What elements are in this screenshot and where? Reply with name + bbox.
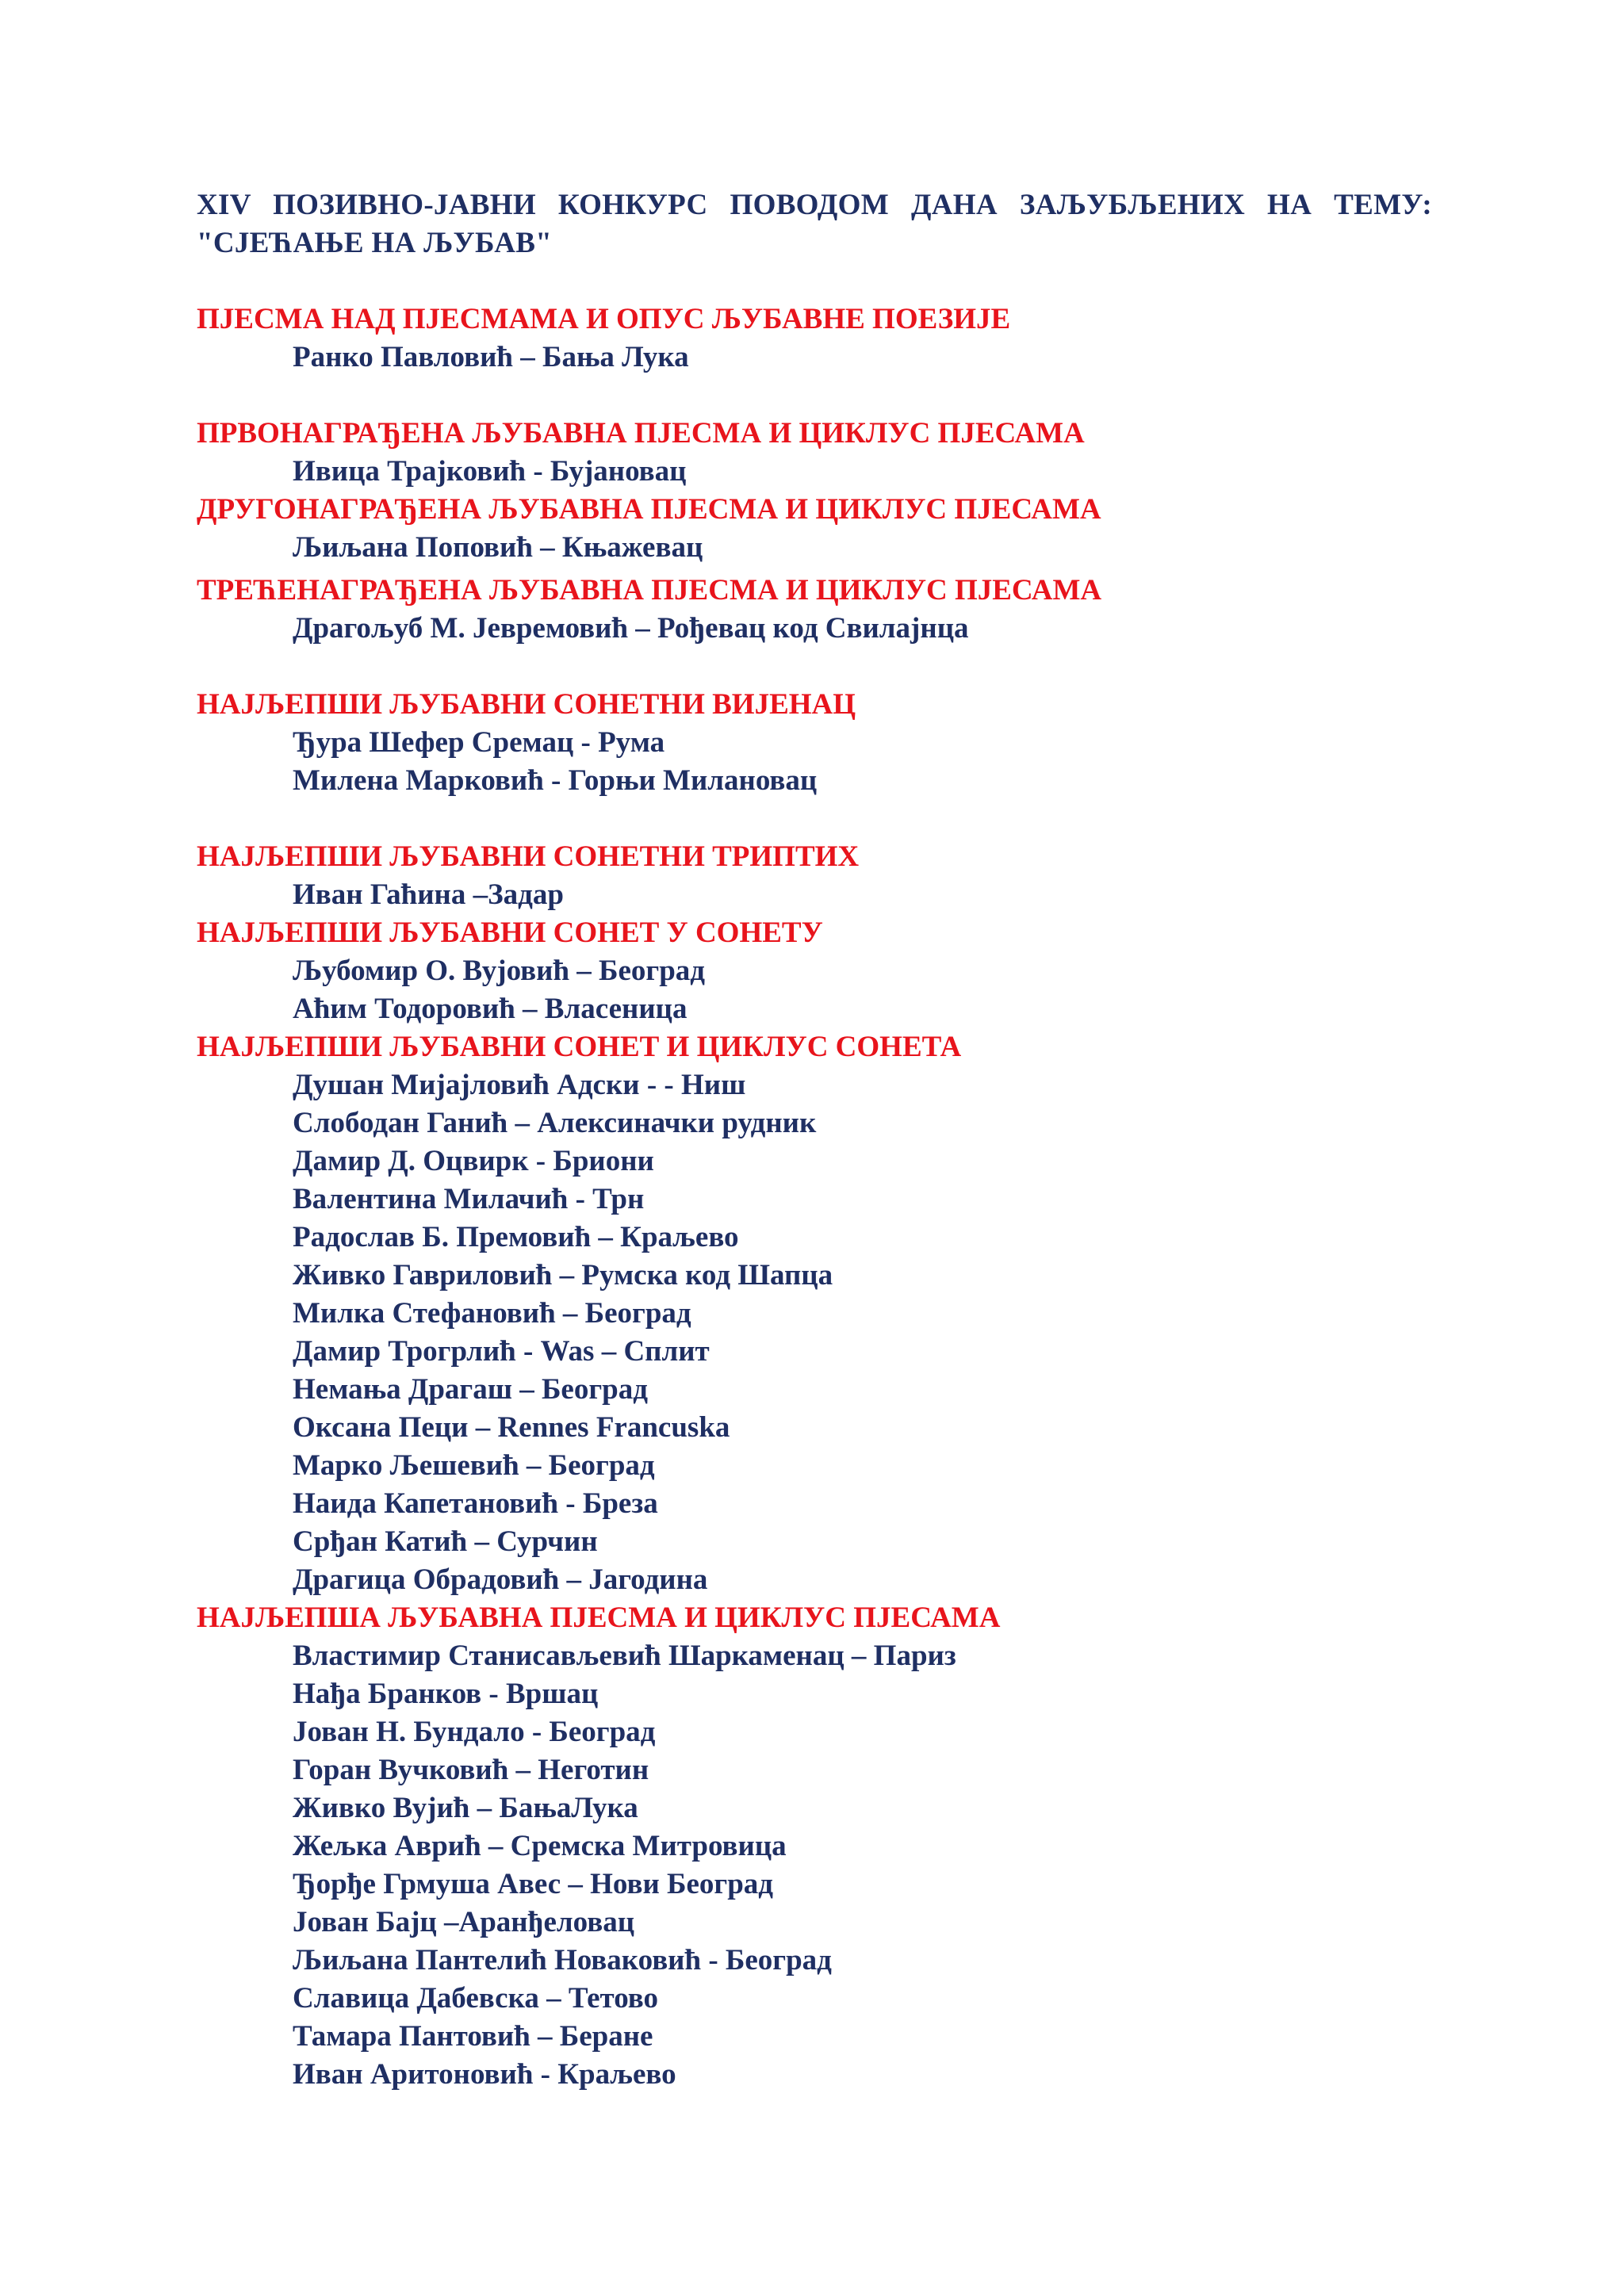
winner-entry: Љиљана Пантелић Новаковић - Београд [293,1944,832,1976]
winner-entry: Жељка Аврић – Сремска Митровица [293,1830,787,1862]
award-section [197,1028,1432,1599]
winner-entry: Драгица Обрадовић – Јагодина [293,1563,708,1596]
award-section [197,686,1432,800]
winner-entry: Аћим Тодоровић – Власеница [293,993,688,1025]
winner-entry: Марко Љешевић – Београд [293,1449,655,1482]
section-heading: НАЈЉЕПША ЉУБАВНА ПЈЕСМА И ЦИКЛУС ПЈЕСАМА [197,1601,1001,1634]
award-section [197,838,1432,914]
winner-entry: Дамир Трогрлић - Was – Сплит [293,1335,710,1368]
winner-entry: Живко Вујић – БањаЛука [293,1792,638,1824]
winner-entry: Славица Дабевска – Тетово [293,1982,659,2015]
section-heading: НАЈЉЕПШИ ЉУБАВНИ СОНЕТНИ ВИЈЕНАЦ [197,688,856,721]
award-section [197,491,1432,567]
winner-entry: Ранко Павловић – Бања Лука [293,341,689,373]
winner-entry: Јован Н. Бундало - Београд [293,1716,656,1748]
winner-entry: Иван Гаћина –Задар [293,878,564,911]
winner-entry: Наида Капетановић - Бреза [293,1487,658,1520]
winner-entry: Срђан Катић – Сурчин [293,1525,598,1558]
award-section [197,415,1432,491]
winner-entry: Тамара Пантовић – Беране [293,2020,653,2053]
winner-entry: Драгољуб М. Јевремовић – Рођевац код Свилајнца [293,612,969,645]
winner-entry: Радослав Б. Премовић – Краљево [293,1221,739,1253]
winner-entry: Ђорђе Грмуша Авес – Нови Београд [293,1868,774,1900]
document-title: XIV ПОЗИВНО-ЈАВНИ КОНКУРС ПОВОДОМ ДАНА ЗАЉУБЉЕНИХ НА ТЕМУ: "СЈЕЋАЊЕ НА ЉУБАВ" [197,189,1432,259]
winner-entry: Јован Бајц –Аранђеловац [293,1906,635,1938]
winner-entry: Живко Гавриловић – Румска код Шапца [293,1259,833,1292]
section-heading: НАЈЉЕПШИ ЉУБАВНИ СОНЕТНИ ТРИПТИХ [197,840,860,873]
winner-entry: Властимир Станисављевић Шаркаменац – Париз [293,1640,956,1672]
section-heading: ПРВОНАГРАЂЕНА ЉУБАВНА ПЈЕСМА И ЦИКЛУС ПЈЕСАМА [197,417,1085,450]
section-heading: ТРЕЋЕНАГРАЂЕНА ЉУБАВНА ПЈЕСМА И ЦИКЛУС ПЈЕСАМА [197,574,1102,607]
winner-entry: Душан Мијајловић Адски - - Ниш [293,1069,746,1101]
winner-entry: Валентина Милачић - Трн [293,1183,645,1215]
award-section [197,300,1432,377]
section-heading: НАЈЉЕПШИ ЉУБАВНИ СОНЕТ И ЦИКЛУС СОНЕТА [197,1031,962,1063]
award-section [197,914,1432,1028]
winner-entry: Милена Марковић - Горњи Милановац [293,764,818,797]
winner-entry: Ивица Трајковић - Бујановац [293,455,687,488]
winner-entry: Дамир Д. Оцвирк - Бриони [293,1145,654,1177]
winner-entry: Оксана Пеци – Rennes Francuska [293,1411,730,1444]
winner-entry: Горан Вучковић – Неготин [293,1754,649,1786]
winner-entry: Иван Аритоновић - Краљево [293,2058,676,2091]
document-page [197,186,1432,2094]
award-section [197,1599,1432,2094]
section-heading: ДРУГОНАГРАЂЕНА ЉУБАВНА ПЈЕСМА И ЦИКЛУС ПЈЕСАМА [197,493,1101,526]
winner-entry: Нађа Бранков - Вршац [293,1678,599,1710]
winner-entry: Љубомир О. Вујовић – Београд [293,955,706,987]
section-heading: НАЈЉЕПШИ ЉУБАВНИ СОНЕТ У СОНЕТУ [197,916,823,949]
winner-entry: Ђура Шефер Сремац - Рума [293,726,665,759]
winner-entry: Љиљана Поповић – Књажевац [293,531,703,564]
award-section [197,572,1432,648]
winner-entry: Слободан Ганић – Алексиначки рудник [293,1107,817,1139]
winner-entry: Милка Стефановић – Београд [293,1297,691,1330]
winner-entry: Немања Драгаш – Београд [293,1373,648,1406]
section-heading: ПЈЕСМА НАД ПЈЕСМАМА И ОПУС ЉУБАВНЕ ПОЕЗИЈЕ [197,303,1011,335]
